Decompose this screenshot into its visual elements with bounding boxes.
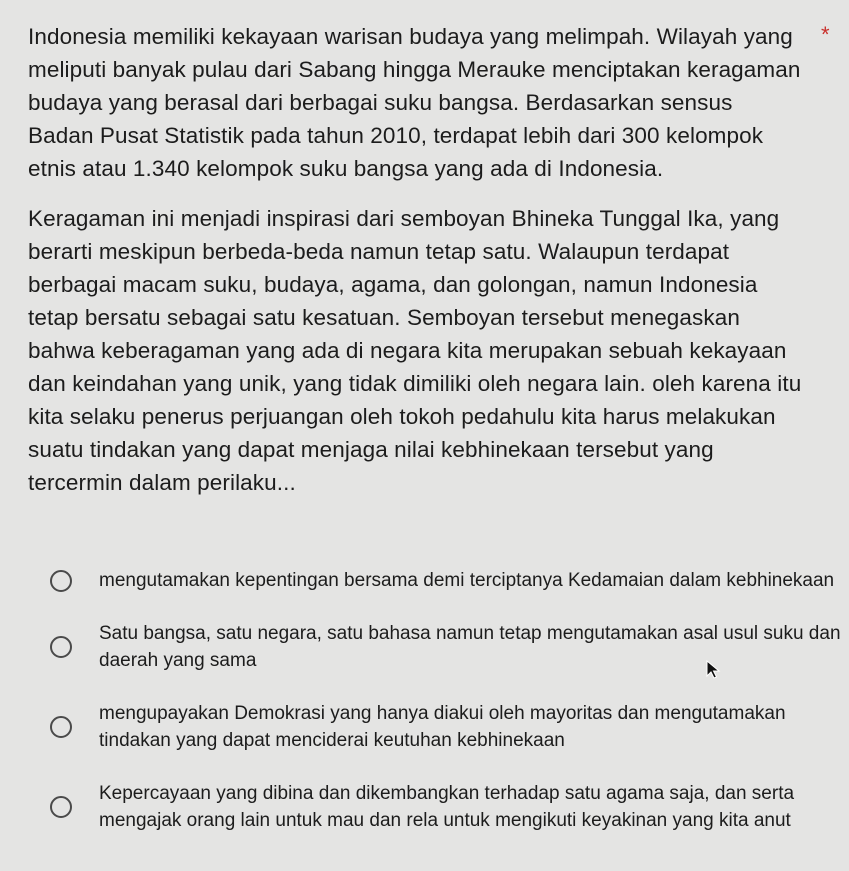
option-label-d: Kepercayaan yang dibina dan dikembangkan terhadap satu agama saja, dan serta mengajak orang lain untuk mau dan rela untuk mengikuti keyakinan yang kita anut [99, 783, 795, 831]
option-label-a: mengutamakan kepentingan bersama demi terciptanya Kedamaian dalam kebhinekaan [99, 570, 835, 591]
radio-button-a[interactable] [50, 570, 72, 592]
option-a[interactable] [50, 567, 849, 594]
option-label-b: Satu bangsa, satu negara, satu bahasa namun tetap mengutamakan asal usul suku dan daerah yang sama [99, 623, 841, 671]
question-text [28, 20, 803, 499]
answer-options [50, 567, 849, 860]
radio-button-d[interactable] [50, 796, 72, 818]
radio-button-b[interactable] [50, 636, 72, 658]
option-b[interactable] [50, 620, 849, 674]
option-d[interactable] [50, 780, 849, 834]
option-c[interactable] [50, 700, 849, 754]
required-marker: * [821, 22, 830, 47]
option-label-c: mengupayakan Demokrasi yang hanya diakui oleh mayoritas dan mengutamakan tindakan yang dapat menciderai keutuhan kebhinekaan [99, 703, 786, 751]
question-paragraph-1: Indonesia memiliki kekayaan warisan budaya yang melimpah. Wilayah yang meliputi banyak pulau dari Sabang hingga Merauke menciptakan keragaman budaya yang berasal dari berbagai suku bangsa. Berdasarkan sensus Badan Pusat Statistik pada tahun 2010, terdapat lebih dari 300 kelompok etnis atau 1.340 kelompok suku bangsa yang ada di Indonesia. [28, 24, 801, 181]
mouse-pointer-icon [705, 660, 721, 680]
radio-button-c[interactable] [50, 716, 72, 738]
question-paragraph-2: Keragaman ini menjadi inspirasi dari semboyan Bhineka Tunggal Ika, yang berarti meskipun berbeda-beda namun tetap satu. Walaupun terdapat berbagai macam suku, budaya, agama, dan golongan, namun Indonesia tetap bersatu sebagai satu kesatuan. Semboyan tersebut menegaskan bahwa keberagaman yang ada di negara kita merupakan sebuah kekayaan dan keindahan yang unik, yang tidak dimiliki oleh negara lain. oleh karena itu kita selaku penerus perjuangan oleh tokoh pedahulu kita harus melakukan suatu tindakan yang dapat menjaga nilai kebhinekaan tersebut yang tercermin dalam perilaku... [28, 206, 802, 495]
